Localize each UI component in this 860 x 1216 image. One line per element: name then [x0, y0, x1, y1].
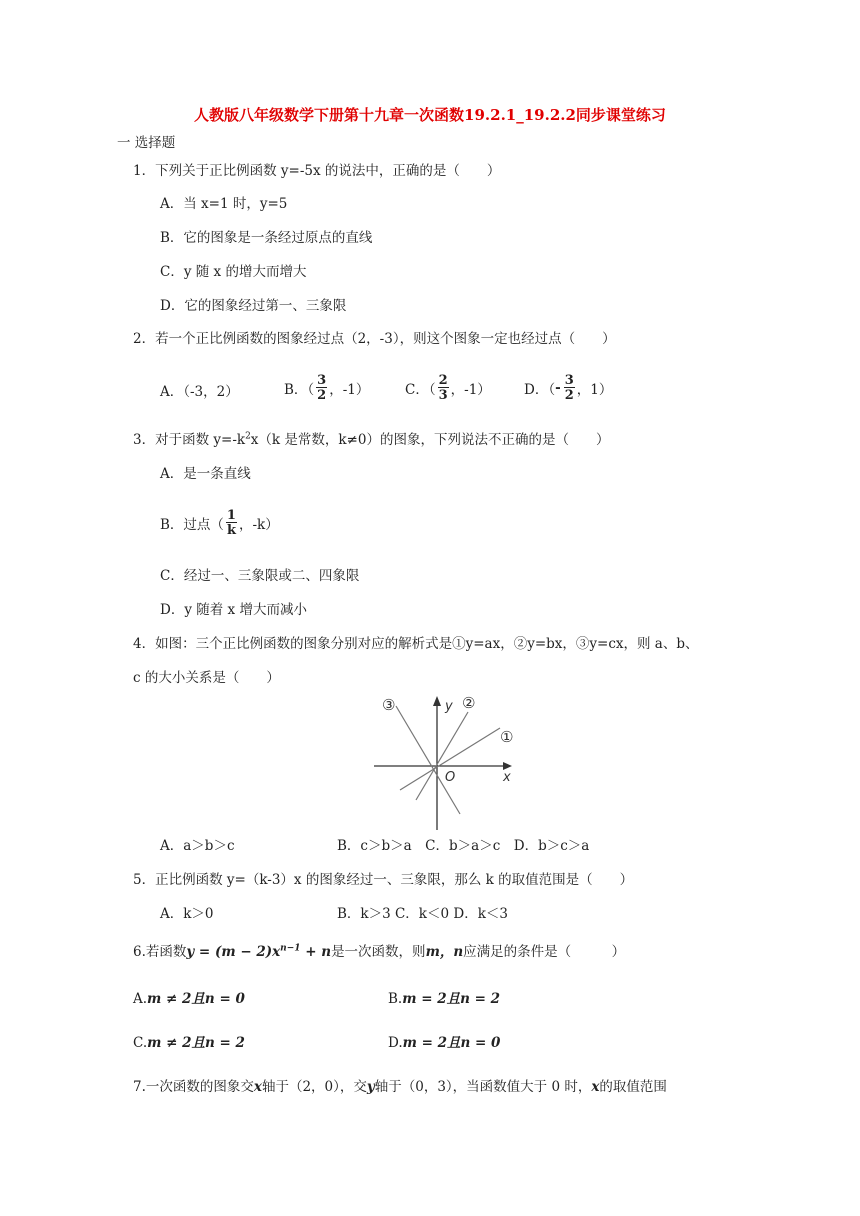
- page-title: 人教版八年级数学下册第十九章一次函数19.2.1_19.2.2同步课堂练习: [194, 106, 666, 124]
- q7-var-x2: x: [591, 1079, 600, 1095]
- q2-option-b: [284, 370, 369, 406]
- x-axis-arrow: [503, 762, 512, 770]
- q2-option-d-minus: -: [555, 380, 561, 396]
- q6-option-a-math: m ≠ 2且n = 0: [147, 991, 245, 1007]
- q7-part4: 的取值范围: [599, 1079, 667, 1095]
- q2-b-numerator: 3: [317, 373, 327, 388]
- q3-stem: [133, 428, 609, 448]
- q5-stem: 5．正比例函数 y=（k-3）x 的图象经过一、三象限，那么 k 的取值范围是（ ）: [133, 872, 634, 888]
- q6-option-d: [388, 1031, 500, 1051]
- axis-label-y: y: [445, 699, 453, 714]
- label-line-2: ②: [462, 694, 476, 712]
- q2-option-b-fraction: [316, 374, 327, 402]
- q1-option-a: A．当 x=1 时，y=5: [160, 196, 288, 212]
- q2-option-d: [524, 370, 612, 406]
- label-line-3: ③: [382, 696, 396, 714]
- q4-stem-line1: 4．如图：三个正比例函数的图象分别对应的解析式是①y=ax，②y=bx，③y=cx，则 a、b、: [133, 636, 699, 652]
- q3-b-denominator: k: [226, 523, 236, 538]
- q6-option-b-math: m = 2且n = 2: [402, 991, 501, 1007]
- q3-option-a: A．是一条直线: [160, 466, 251, 482]
- q6-option-c: [133, 1031, 245, 1051]
- q3-stem-suffix: x（k 是常数，k≠0）的图象，下列说法不正确的是（ ）: [250, 432, 610, 448]
- q7-part3: 轴于（0，3），当函数值大于 0 时，: [374, 1079, 592, 1095]
- q6-option-a: [133, 987, 245, 1007]
- y-axis-arrow: [433, 696, 441, 706]
- q3-b-numerator: 1: [226, 508, 236, 523]
- q2-stem: 2．若一个正比例函数的图象经过点（2，-3），则这个图象一定也经过点（ ）: [133, 331, 616, 347]
- q6-formula-tail: + n: [300, 944, 332, 960]
- q6-formula: y = (m − 2)x: [186, 944, 281, 960]
- q2-option-c-fraction: [438, 374, 449, 402]
- q2-d-numerator: 3: [564, 373, 574, 388]
- q5-options-bcd: B．k＞3 C．k＜0 D．k＜3: [337, 906, 508, 922]
- q6-option-d-math: m = 2且n = 0: [402, 1035, 501, 1051]
- q2-option-b-prefix: B．（: [284, 382, 315, 398]
- q6-option-c-math: m ≠ 2且n = 2: [147, 1035, 245, 1051]
- q3-option-b-suffix: ，-k）: [238, 517, 279, 533]
- q2-d-denominator: 2: [564, 388, 574, 403]
- q7-var-x1: x: [253, 1079, 262, 1095]
- q4-options-bcd: B．c＞b＞a C．b＞a＞c D．b＞c＞a: [337, 838, 590, 854]
- q2-option-d-suffix: ，1）: [576, 382, 613, 398]
- q2-c-denominator: 3: [438, 388, 448, 403]
- q1-option-b: B．它的图象是一条经过原点的直线: [160, 230, 373, 246]
- q2-option-a: A．（-3，2）: [160, 384, 239, 400]
- q2-option-b-suffix: ，-1）: [329, 382, 370, 398]
- q2-option-c: [405, 370, 491, 406]
- section-heading: 一 选择题: [117, 135, 176, 151]
- q4-stem-line2: c 的大小关系是（ ）: [133, 670, 280, 686]
- q2-option-d-prefix: D．（: [524, 382, 556, 398]
- q6-stem-suffix: 应满足的条件是（ ）: [463, 944, 626, 960]
- q6-stem-middle: 是一次函数，则: [331, 944, 426, 960]
- q2-b-denominator: 2: [317, 388, 327, 403]
- q6-option-d-letter: D.: [388, 1035, 403, 1051]
- q3-option-b-prefix: B．过点（: [160, 517, 224, 533]
- line-2: [416, 712, 468, 800]
- q6-stem: [133, 940, 625, 960]
- line-3: [396, 706, 460, 814]
- q6-option-b: [388, 987, 500, 1007]
- q3-option-b-fraction: [226, 509, 237, 537]
- q2-option-c-prefix: C．（: [405, 382, 436, 398]
- q4-option-a: A．a＞b＞c: [160, 838, 235, 854]
- q7-part1: 7.一次函数的图象交: [133, 1079, 254, 1095]
- q4-figure: [370, 690, 520, 830]
- q7-stem: [133, 1075, 667, 1095]
- label-line-1: ①: [500, 728, 514, 746]
- q2-option-c-suffix: ，-1）: [450, 382, 491, 398]
- q6-option-b-letter: B.: [388, 991, 403, 1007]
- q2-c-numerator: 2: [438, 373, 448, 388]
- q3-stem-exponent: 2: [245, 431, 251, 442]
- q3-stem-prefix: 3．对于函数 y=-k: [133, 432, 246, 448]
- q6-stem-prefix: 6.若函数: [133, 944, 187, 960]
- axis-label-x: x: [503, 770, 511, 785]
- q3-option-c: C．经过一、三象限或二、四象限: [160, 568, 360, 584]
- q6-option-c-letter: C.: [133, 1035, 148, 1051]
- origin-label: O: [445, 770, 456, 785]
- q6-option-a-letter: A.: [133, 991, 148, 1007]
- q6-variables: m，n: [425, 944, 464, 960]
- q7-var-y: y: [366, 1079, 375, 1095]
- q3-option-b: [160, 504, 279, 542]
- q3-option-d: D．y 随着 x 增大而减小: [160, 602, 307, 618]
- q2-option-d-fraction: [564, 374, 575, 402]
- q7-part2: 轴于（2，0），交: [261, 1079, 367, 1095]
- q6-formula-exponent: n−1: [280, 943, 301, 954]
- q1-option-c: C．y 随 x 的增大而增大: [160, 264, 307, 280]
- q1-option-d: D．它的图象经过第一、三象限: [160, 298, 347, 314]
- q5-option-a: A．k＞0: [160, 906, 214, 922]
- q1-stem: 1．下列关于正比例函数 y=-5x 的说法中，正确的是（ ）: [133, 163, 501, 179]
